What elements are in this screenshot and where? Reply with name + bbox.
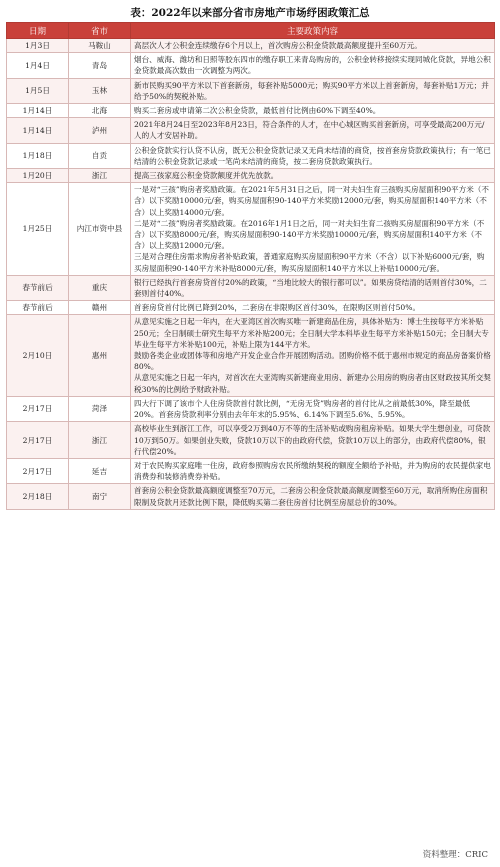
table-row bbox=[7, 143, 495, 168]
row-date: 春节前后 bbox=[7, 301, 69, 315]
policy-table-frame bbox=[6, 4, 494, 510]
row-place: 北海 bbox=[69, 104, 131, 118]
table-row bbox=[7, 169, 495, 183]
table-row bbox=[7, 458, 495, 483]
row-date: 1月5日 bbox=[7, 78, 69, 103]
row-date: 1月4日 bbox=[7, 53, 69, 78]
row-date: 1月3日 bbox=[7, 39, 69, 53]
table-header-row bbox=[7, 23, 495, 39]
table-row bbox=[7, 39, 495, 53]
row-content: 提高三孩家庭公积金贷款额度并优先放款。 bbox=[131, 169, 495, 183]
row-place: 惠州 bbox=[69, 315, 131, 396]
row-place: 赣州 bbox=[69, 301, 131, 315]
policy-table bbox=[6, 22, 495, 510]
table-row bbox=[7, 78, 495, 103]
row-place: 浙江 bbox=[69, 169, 131, 183]
row-date: 1月25日 bbox=[7, 183, 69, 276]
row-date: 2月10日 bbox=[7, 315, 69, 396]
row-place: 菏泽 bbox=[69, 396, 131, 421]
row-content: 首套房公积金贷款最高额度调整至70万元，二套房公积金贷款最高额度调整至60万元，取消所购住房面积限制及贷款月还款比例下限，降低购买第二套住房首付比例至房屋总价的30%。 bbox=[131, 484, 495, 509]
row-place: 马鞍山 bbox=[69, 39, 131, 53]
row-date: 2月17日 bbox=[7, 422, 69, 459]
table-row bbox=[7, 183, 495, 276]
row-place: 内江市资中县 bbox=[69, 183, 131, 276]
row-place: 南宁 bbox=[69, 484, 131, 509]
row-content: 新市民购买90平方米以下首套新房，每套补贴5000元；购买90平方米以上首套新房，每套补贴1万元；并给予50%的契税补贴。 bbox=[131, 78, 495, 103]
row-place: 自贡 bbox=[69, 143, 131, 168]
table-title: 表：2022年以来部分省市房地产市场纾困政策汇总 bbox=[130, 7, 370, 19]
row-content: 四大行下调了该市个人住房贷款首付款比例，“无房无贷”购房者的首付比从之前最低30%，降至最低20%。首套房贷款利率分别由去年年末的5.95%、6.14%下调至5.6%、5.95%。 bbox=[131, 396, 495, 421]
row-content: 对于农民购买家庭唯一住房，政府参照购房农民所缴纳契税的额度全额给予补贴，并为购房的农民提供家电消费券和装修消费券补贴。 bbox=[131, 458, 495, 483]
column-header-date: 日期 bbox=[7, 23, 69, 39]
row-place: 泸州 bbox=[69, 118, 131, 143]
row-place: 浙江 bbox=[69, 422, 131, 459]
table-row bbox=[7, 104, 495, 118]
row-place: 玉林 bbox=[69, 78, 131, 103]
row-content: 一是对“三孩”购房者奖励政策。在2021年5月31日之后，同一对夫妇生育三孩购买房屋面积90平方米（不含）以下奖励10000元/套，购买房屋面积90-140平方米奖励12000元/套，购买房屋面积140平方米（不含）以上奖励14000元/套。 二是对“二孩”购房者奖励政策。在2016年1月1日之后，同一对夫妇生育二孩购买房屋面积90平方米（不含）以下奖励8000元/套，购买房屋面积90-140平方米奖励10000元/套，购买房屋面积140平方米（不含）以上奖励12000元/套。 三是对合理住房需求购房者补贴政策，普通家庭购买房屋面积90平方米（不含）以下补贴6000元/套，购买房屋面积90-140平方米补贴8000元/套，购买房屋面积140平方米以上补贴10000元/套。 bbox=[131, 183, 495, 276]
table-row bbox=[7, 484, 495, 509]
row-date: 2月17日 bbox=[7, 458, 69, 483]
row-content: 高校毕业生到浙江工作，可以享受2万到40万不等的生活补贴或购房租房补贴。如果大学生想创业，可贷款10万到50万。如果创业失败，贷款10万以下的由政府代偿，贷款10万以上的部分，由政府代偿80%，银行代偿20%。 bbox=[131, 422, 495, 459]
table-row bbox=[7, 53, 495, 78]
source-note: 资料整理：CRIC bbox=[422, 850, 488, 860]
row-date: 1月14日 bbox=[7, 118, 69, 143]
table-row bbox=[7, 315, 495, 396]
row-date: 1月14日 bbox=[7, 104, 69, 118]
row-date: 1月20日 bbox=[7, 169, 69, 183]
row-content: 公积金贷款实行认贷不认房，既无公积金贷款记录又无尚未结清的商贷，按首套房贷款政策执行；有一笔已结清的公积金贷款记录或一笔尚未结清的商贷，按二套房贷款政策执行。 bbox=[131, 143, 495, 168]
row-place: 重庆 bbox=[69, 275, 131, 300]
row-place: 延吉 bbox=[69, 458, 131, 483]
table-row bbox=[7, 275, 495, 300]
table-row bbox=[7, 396, 495, 421]
column-header-place: 省市 bbox=[69, 23, 131, 39]
table-row bbox=[7, 301, 495, 315]
row-content: 银行已经执行首套房贷首付20%的政策，“当地比较大的银行都可以”。如果房贷结清的话则首付30%，二套则首付40%。 bbox=[131, 275, 495, 300]
table-row bbox=[7, 422, 495, 459]
row-content: 首套房贷首付比例已降到20%，二套房在非限购区首付30%，在限购区则首付50%。 bbox=[131, 301, 495, 315]
table-row bbox=[7, 118, 495, 143]
row-content: 高层次人才公积金连续缴存6个月以上，首次购房公积金贷款最高额度提升至60万元。 bbox=[131, 39, 495, 53]
column-header-content: 主要政策内容 bbox=[131, 23, 495, 39]
row-content: 从意见实施之日起一年内，在大亚湾区首次购买唯一新建商品住房，具体补贴为：博士生按每平方米补贴250元；全日制硕士研究生每平方米补贴200元；全日制大学本科毕业生每平方米补贴150元；全日制大专毕业生每平方米补贴100元，补贴上限为144平方米。 鼓励各类企业或团体等和房地产开发企业合作开展团购活动。团购价格不低于惠州市规定的商品房备案价格80%。 从意见实施之日起一年内，对首次在大亚湾购买新建商业用房、新建办公用房的购房者由区财政按其所交契税30%的比例给予财政补贴。 bbox=[131, 315, 495, 396]
row-date: 2月18日 bbox=[7, 484, 69, 509]
row-date: 春节前后 bbox=[7, 275, 69, 300]
row-date: 2月17日 bbox=[7, 396, 69, 421]
row-place: 青岛 bbox=[69, 53, 131, 78]
row-content: 2021年8月24日至2023年8月23日，符合条件的人才，在中心城区购买首套新房，可享受最高200万元/人的人才安居补助。 bbox=[131, 118, 495, 143]
row-date: 1月18日 bbox=[7, 143, 69, 168]
row-content: 购买二套房或申请第二次公积金贷款，最低首付比例由60%下调至40%。 bbox=[131, 104, 495, 118]
row-content: 烟台、威海、潍坊和日照等胶东四市的缴存职工来青岛购房的，公积金转移接续实现同城化贷款，异地公积金贷款最高次数由一次调整为两次。 bbox=[131, 53, 495, 78]
